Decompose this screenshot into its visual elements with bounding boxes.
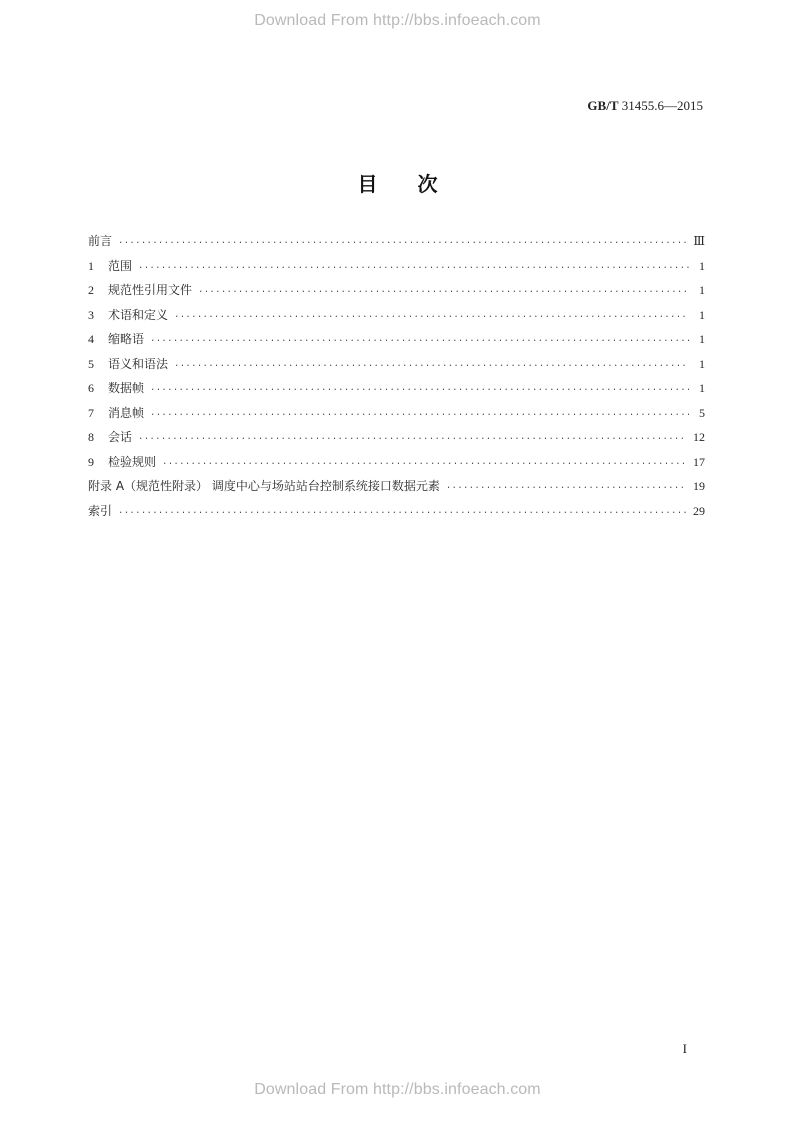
toc-entry-message-frames[interactable] [88, 405, 705, 430]
toc-entry-terms-definitions[interactable] [88, 307, 705, 332]
toc-entry-label: 前言 [88, 234, 113, 248]
toc-entry-page: 12 [693, 430, 705, 444]
toc-leader-dots [118, 235, 687, 251]
toc-entry-number: 3 [88, 307, 94, 322]
toc-leader-dots [174, 358, 689, 374]
toc-leader-dots [138, 431, 687, 447]
toc-entry-dialogues[interactable] [88, 429, 705, 454]
toc-entry-number: 9 [88, 454, 94, 469]
toc-entry-label: 附录 A（规范性附录） 调度中心与场站站台控制系统接口数据元素 [88, 479, 440, 493]
toc-entry-number: 4 [88, 332, 94, 346]
toc-entry-number: 2 [88, 283, 94, 297]
toc-entry-number: 5 [88, 356, 94, 371]
toc-entry-label: 消息帧 [108, 405, 145, 420]
toc-entry-label: 术语和定义 [108, 307, 169, 322]
watermark-top: Download From http://bbs.infoeach.com [254, 12, 541, 29]
toc-entry-label: 规范性引用文件 [108, 283, 193, 297]
toc-entry-page: 19 [693, 479, 705, 493]
toc-entry-page: 29 [693, 503, 705, 518]
toc-entry-number: 1 [88, 258, 94, 273]
toc-entry-index[interactable] [88, 503, 705, 528]
toc-entry-page: 1 [699, 332, 705, 346]
toc-entry-normative-references[interactable] [88, 282, 705, 307]
toc-entry-foreword[interactable] [88, 233, 705, 258]
toc-title: 目次 [357, 172, 478, 196]
toc-entry-label: 索引 [88, 503, 113, 518]
toc-entry-page: 17 [693, 454, 705, 469]
page-number: I [682, 1041, 687, 1056]
toc-leader-dots [150, 382, 689, 398]
toc-leader-dots [150, 333, 689, 349]
toc-leader-dots [138, 260, 689, 276]
toc-leader-dots [150, 407, 689, 423]
toc-entry-data-frames[interactable] [88, 380, 705, 405]
watermark-bottom: Download From http://bbs.infoeach.com [254, 1081, 541, 1098]
standard-number: 31455.6—2015 [621, 98, 703, 113]
toc-leader-dots [198, 284, 689, 300]
toc-entry-annex-a[interactable] [88, 478, 705, 503]
toc-entry-page: 1 [699, 356, 705, 371]
toc-entry-number: 7 [88, 405, 94, 420]
toc-entry-page: 5 [699, 405, 705, 420]
toc-leader-dots [446, 480, 687, 496]
toc-entry-page: 1 [699, 283, 705, 297]
toc-entry-abbreviations[interactable] [88, 331, 705, 356]
toc-entry-page: Ⅲ [693, 234, 705, 248]
toc-entry-semantics-syntax[interactable] [88, 356, 705, 381]
toc-leader-dots [174, 309, 689, 325]
standard-prefix: GB/T [587, 98, 619, 113]
toc-entry-label: 语义和语法 [108, 356, 169, 371]
toc-entry-number: 6 [88, 381, 94, 395]
toc-entry-page: 1 [699, 258, 705, 273]
toc-leader-dots [162, 456, 687, 472]
table-of-contents [88, 233, 705, 527]
toc-entry-scope[interactable] [88, 258, 705, 283]
toc-entry-label: 会话 [108, 430, 133, 444]
toc-entry-label: 缩略语 [108, 332, 145, 346]
toc-entry-number: 8 [88, 430, 94, 444]
standard-code [587, 98, 703, 114]
toc-entry-inspection-rules[interactable] [88, 454, 705, 479]
toc-entry-label: 范围 [108, 258, 133, 273]
toc-leader-dots [118, 505, 687, 521]
toc-entry-label: 数据帧 [108, 381, 145, 395]
toc-entry-page: 1 [699, 307, 705, 322]
toc-entry-page: 1 [699, 381, 705, 395]
toc-entry-label: 检验规则 [108, 454, 157, 469]
